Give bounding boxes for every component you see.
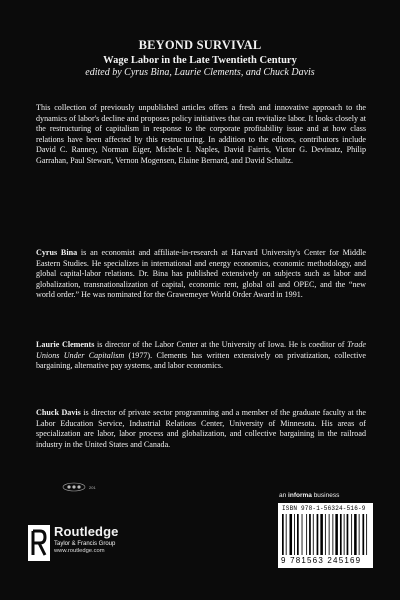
bio-name: Laurie Clements: [36, 340, 95, 349]
publisher-group: Taylor & Francis Group: [54, 541, 116, 547]
barcode-icon: [282, 514, 369, 555]
bio-text: is director of private sector programming and a member of the graduate faculty at the Labor Education Service, Industrial Relations Center, University of Minnesota. His areas of specialization are labor, labor process and globalization, and collective bargaining in the railroad industry in the United States and Canada.: [36, 408, 366, 449]
bio-cyrus-bina: [36, 248, 366, 301]
informa-brand: informa: [288, 492, 312, 499]
bio-text: is director of the Labor Center at the University of Iowa. He is coeditor of: [94, 340, 348, 349]
bio-text: is an economist and affiliate-in-research at Harvard University's Center for Middle Eastern Studies. He specializes in international and energy economics, economic methodology, and global capital-labor relations. Dr. Bina has published extensively on subjects such as labor and globalization, transnationalization of capital, economic rent, global oil and OPEC, and the “new world order.” He was nominated for the Grawemeyer World Order Award in 1991.: [36, 248, 366, 300]
bio-laurie-clements: [36, 340, 366, 372]
cover-credit-mark: [62, 482, 96, 492]
publisher-url: www.routledge.com: [54, 548, 105, 554]
routledge-r-logo-icon: [28, 525, 50, 561]
informa-tagline: an informa business: [279, 492, 340, 499]
credit-code: 201: [89, 484, 96, 490]
bio-text: (1977). Clements has written extensively on privatization, collective bargaining, alternative pay systems, and labor economics.: [36, 350, 366, 371]
bio-name: Chuck Davis: [36, 408, 81, 417]
book-subtitle: Wage Labor in the Late Twentieth Century: [103, 55, 297, 66]
credit-emblem-icon: [62, 482, 86, 492]
bio-name: Cyrus Bina: [36, 248, 78, 257]
cover-header: [0, 38, 400, 78]
isbn-barcode: [278, 503, 373, 568]
publisher-name: Routledge: [54, 524, 119, 539]
barcode-number: 9 781563 245169: [281, 556, 362, 565]
book-title: BEYOND SURVIVAL: [138, 38, 262, 52]
book-editors: edited by Cyrus Bina, Laurie Clements, and Chuck Davis: [85, 67, 315, 78]
book-reference: Trade Unions Under Capitalism: [36, 340, 366, 360]
bio-chuck-davis: [36, 408, 366, 450]
isbn-label: ISBN 978-1-56324-516-9: [282, 505, 366, 512]
book-description: This collection of previously unpublished articles offers a fresh and innovative approach to the dynamics of labor's decline and proposes policy initiatives that can revitalize labor. It looks closely at the restructuring of capitalism in response to the corporate profitability issue and at how class relations have been affected by this restructuring. In addition to the editors, contributors include David C. Ranney, Norman Eiger, Michele I. Naples, David Fairris, Victor G. Devinatz, Philip Garrahan, Paul Stewart, Vernon Mogensen, Elaine Bernard, and David Schultz.: [36, 103, 366, 165]
publisher-logo: [28, 525, 118, 561]
